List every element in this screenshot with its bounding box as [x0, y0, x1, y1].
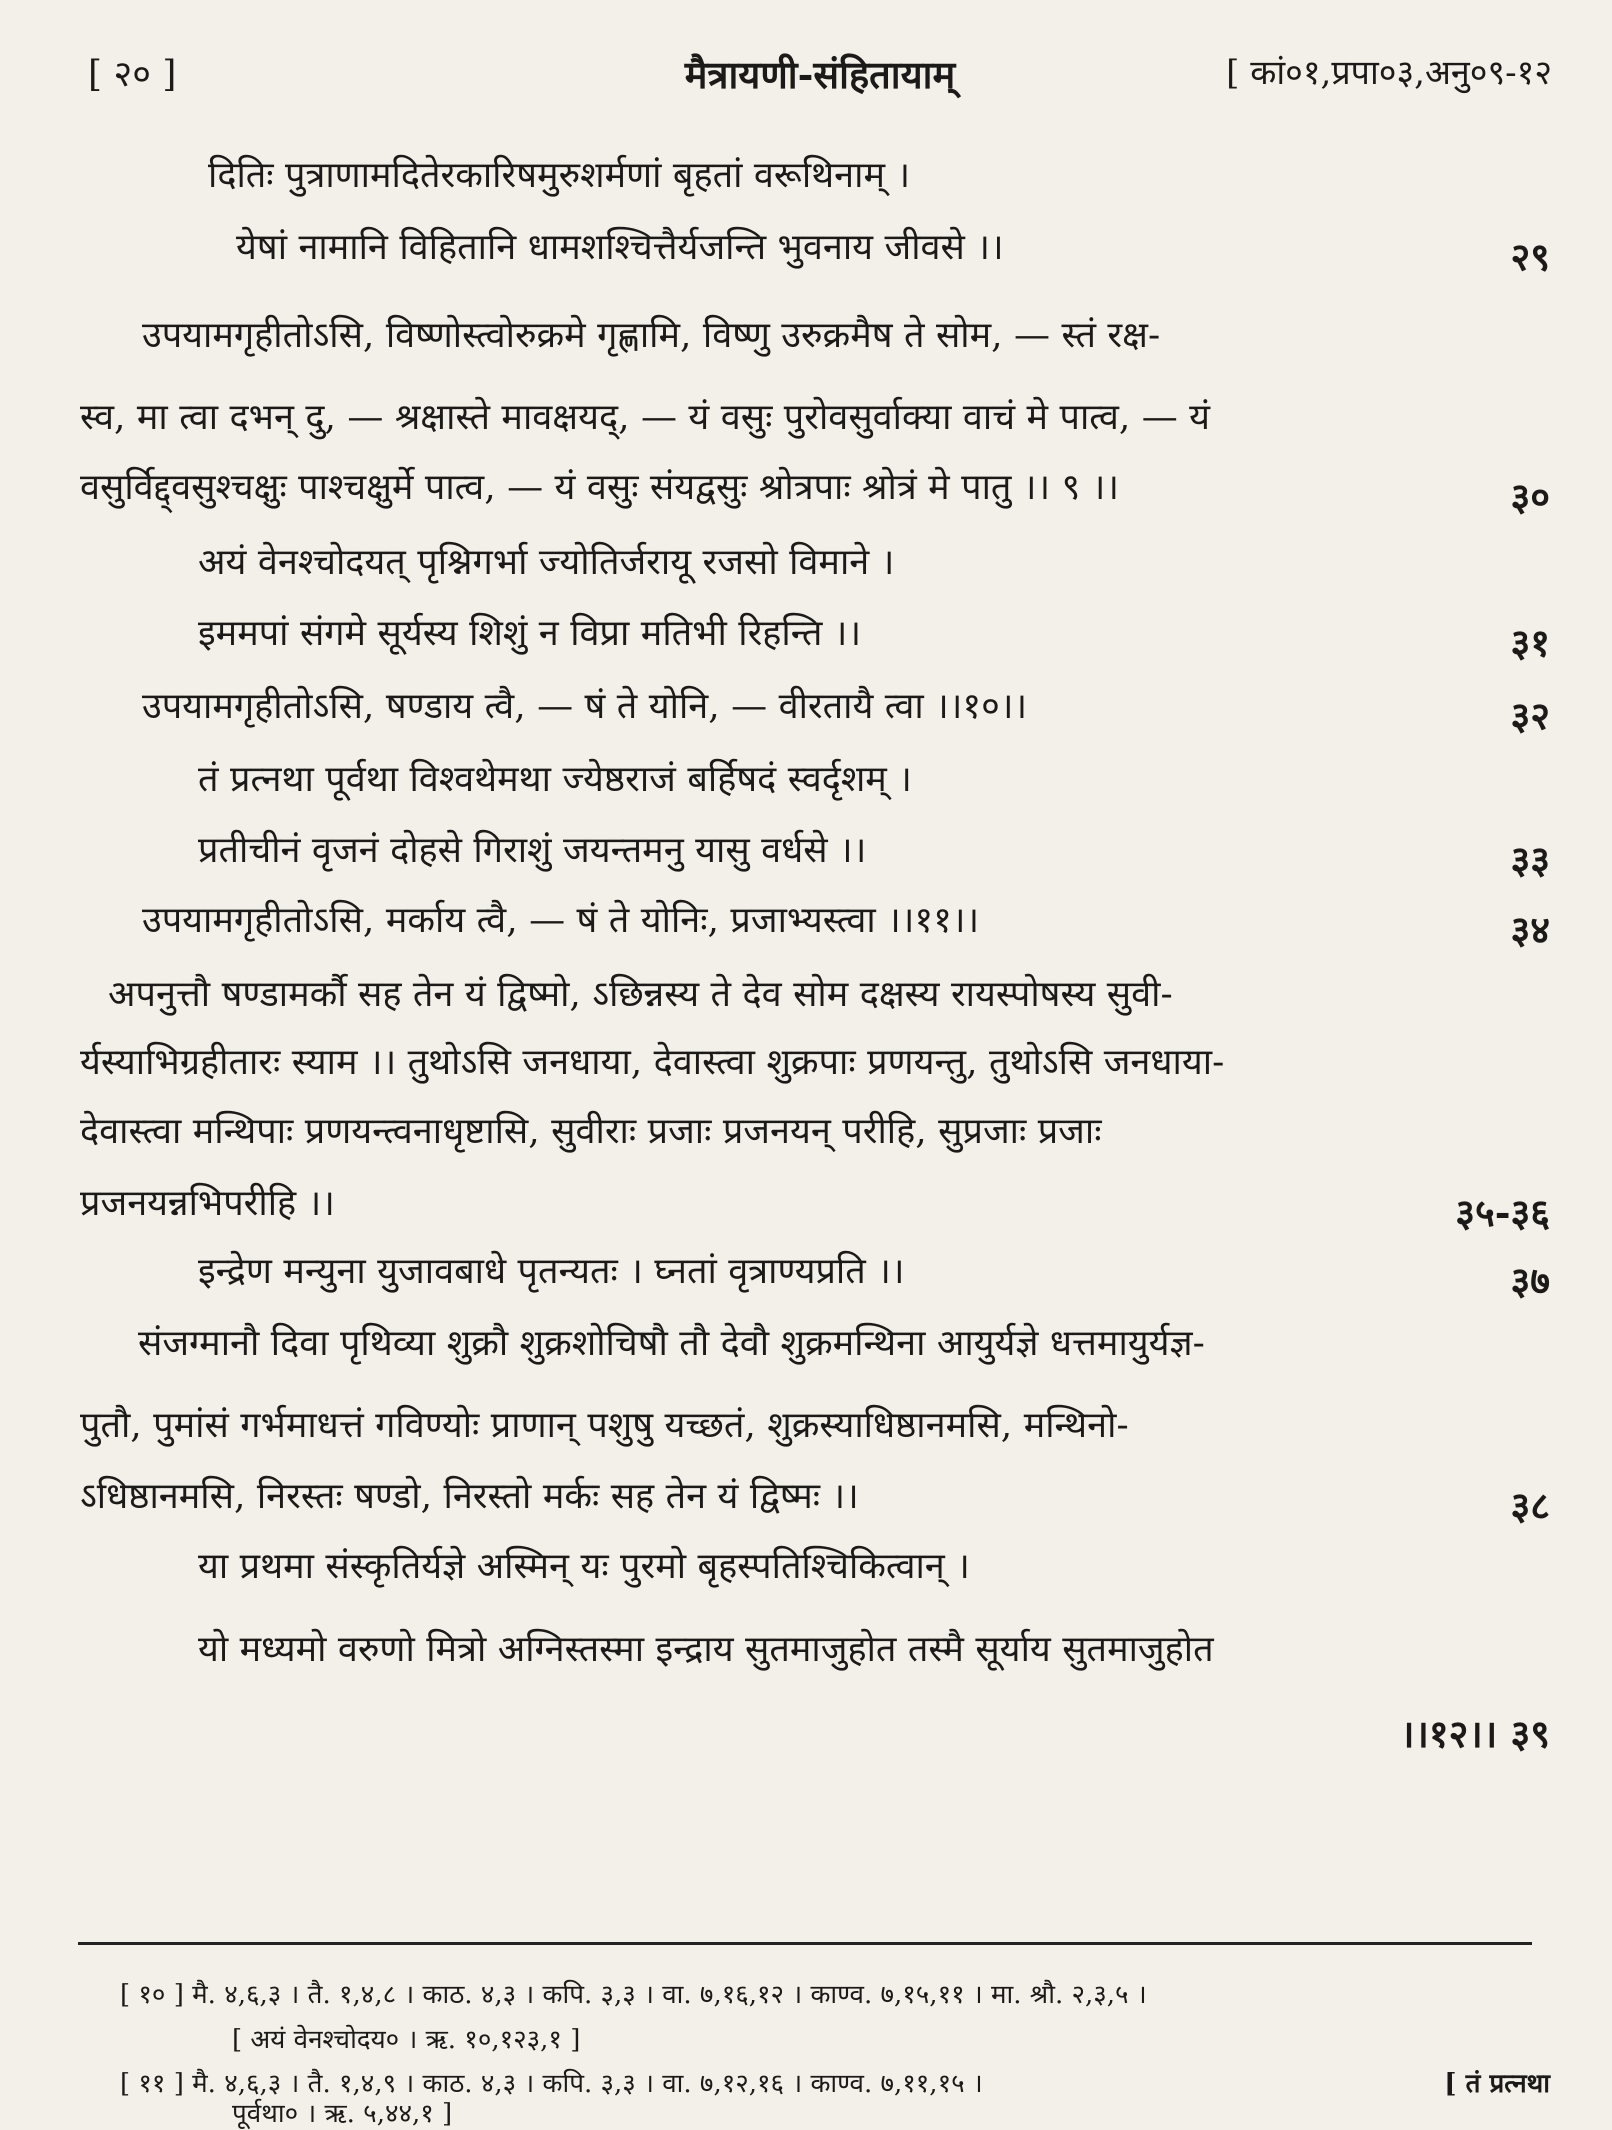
text-line: स्व, मा त्वा दभन् दु, — श्रक्षास्ते मावक्षयद्, — यं वसुः पुरोवसुर्वाक्या वाचं मे पात्व, — यं — [80, 397, 1211, 438]
verse-number: २९ — [1510, 234, 1550, 279]
verse-number: ।।१२।। ३९ — [1400, 1711, 1550, 1756]
verse-number: ३७ — [1510, 1258, 1550, 1303]
footnote-11-bold — [1444, 2064, 1550, 2100]
verse-number: ३१ — [1510, 620, 1550, 665]
text-line: पुतौ, पुमांसं गर्भमाधत्तं गविण्योः प्राणान् पशुषु यच्छतं, शुक्रस्याधिष्ठानमसि, मन्थिनो- — [80, 1405, 1129, 1446]
section-reference: [ कां०१,प्रपा०३,अनु०९-१२ — [1226, 53, 1552, 93]
text-line: उपयामगृहीतोऽसि, षण्डाय त्वै, — षं ते योनि, — वीरतायै त्वा ।।१०।। — [142, 686, 1028, 727]
text-line: इन्द्रेण मन्युना युजावबाधे पृतन्यतः । घ्नतां वृत्राण्यप्रति ।। — [198, 1251, 905, 1292]
text-line: येषां नामानि विहितानि धामशश्चित्तैर्यजन्ति भुवनाय जीवसे ।। — [236, 227, 1004, 268]
text-line: या प्रथमा संस्कृतिर्यज्ञे अस्मिन् यः पुरमो बृहस्पतिश्चिकित्वान् । — [198, 1546, 970, 1587]
text-line: इममपां संगमे सूर्यस्य शिशुं न विप्रा मतिभी रिहन्ति ।। — [198, 613, 862, 654]
verse-number: ३० — [1510, 474, 1550, 519]
verse-number: ३३ — [1510, 837, 1550, 882]
text-line: अपनुत्तौ षण्डामर्कौ सह तेन यं द्विष्मो, ऽछिन्नस्य ते देव सोम दक्षस्य रायस्पोषस्य सुवी- — [108, 974, 1173, 1015]
text-line: यो मध्यमो वरुणो मित्रो अग्निस्तस्मा इन्द्राय सुतमाजुहोत तस्मै सूर्याय सुतमाजुहोत — [198, 1629, 1214, 1670]
footnote-11-bold-text: [ तं प्रत्नथा — [1444, 2069, 1550, 2099]
text-line: उपयामगृहीतोऽसि, मर्काय त्वै, — षं ते योनिः, प्रजाभ्यस्त्वा ।।११।। — [142, 900, 980, 941]
footnote-divider — [78, 1942, 1532, 1945]
verse-number: ३८ — [1510, 1483, 1550, 1528]
text-line: प्रतीचीनं वृजनं दोहसे गिराशुं जयन्तमनु यासु वर्धसे ।। — [198, 830, 867, 871]
verse-number: ३४ — [1510, 907, 1550, 952]
text-line: तं प्रत्नथा पूर्वथा विश्वथेमथा ज्येष्ठराजं बर्हिषदं स्वर्दृशम् । — [198, 759, 912, 800]
text-line: र्यस्याभिग्रहीतारः स्याम ।। तुथोऽसि जनधाया, देवास्त्वा शुक्रपाः प्रणयन्तु, तुथोऽसि जनधाया- — [80, 1042, 1225, 1083]
text-line: ऽधिष्ठानमसि, निरस्तः षण्डो, निरस्तो मर्कः सह तेन यं द्विष्मः ।। — [80, 1476, 859, 1517]
page-title: मैत्रायणी-संहितायाम् — [684, 52, 956, 97]
footnote-10-ref: [ अयं वेनश्चोदय० । ऋ. १०,१२३,१ ] — [232, 2025, 581, 2055]
footnote-10: [ १० ] मै. ४,६,३ । तै. १,४,८ । काठ. ४,३ । कपि. ३,३ । वा. ७,१६,१२ । काण्व. ७,१५,११ । मा. श्रौ. २,३,५ । — [120, 1980, 1147, 2010]
text-line: प्रजनयन्नभिपरीहि ।। — [80, 1183, 335, 1224]
footnote-11-ref: पूर्वथा० । ऋ. ५,४४,१ ] — [232, 2099, 453, 2129]
verse-number: ३५-३६ — [1455, 1190, 1550, 1235]
page-number: [ २० ] — [88, 54, 177, 95]
text-line: उपयामगृहीतोऽसि, विष्णोस्त्वोरुक्रमे गृह्णामि, विष्णु उरुक्रमैष ते सोम, — स्तं रक्ष- — [142, 315, 1161, 356]
text-line: देवास्त्वा मन्थिपाः प्रणयन्त्वनाधृष्टासि, सुवीराः प्रजाः प्रजनयन् परीहि, सुप्रजाः प्रजाः — [80, 1111, 1102, 1152]
footnote-11: [ ११ ] मै. ४,६,३ । तै. १,४,९ । काठ. ४,३ । कपि. ३,३ । वा. ७,१२,१६ । काण्व. ७,११,१५ । — [120, 2069, 983, 2099]
text-line: दितिः पुत्राणामदितेरकारिषमुरुशर्मणां बृहतां वरूथिनाम् । — [208, 155, 911, 196]
text-line: वसुर्विद्द्वसुश्चक्षुः पाश्चक्षुर्मे पात्व, — यं वसुः संयद्वसुः श्रोत्रपाः श्रोत्रं मे पातु ।। ९ ।। — [80, 467, 1120, 508]
text-line: संजग्मानौ दिवा पृथिव्या शुक्रौ शुक्रशोचिषौ तौ देवौ शुक्रमन्थिना आयुर्यज्ञे धत्तमायुर्यज्ञ- — [138, 1323, 1205, 1364]
page-header — [88, 48, 1552, 108]
verse-number: ३२ — [1510, 693, 1550, 738]
text-line: अयं वेनश्चोदयत् पृश्निगर्भा ज्योतिर्जरायू रजसो विमाने । — [198, 542, 895, 583]
